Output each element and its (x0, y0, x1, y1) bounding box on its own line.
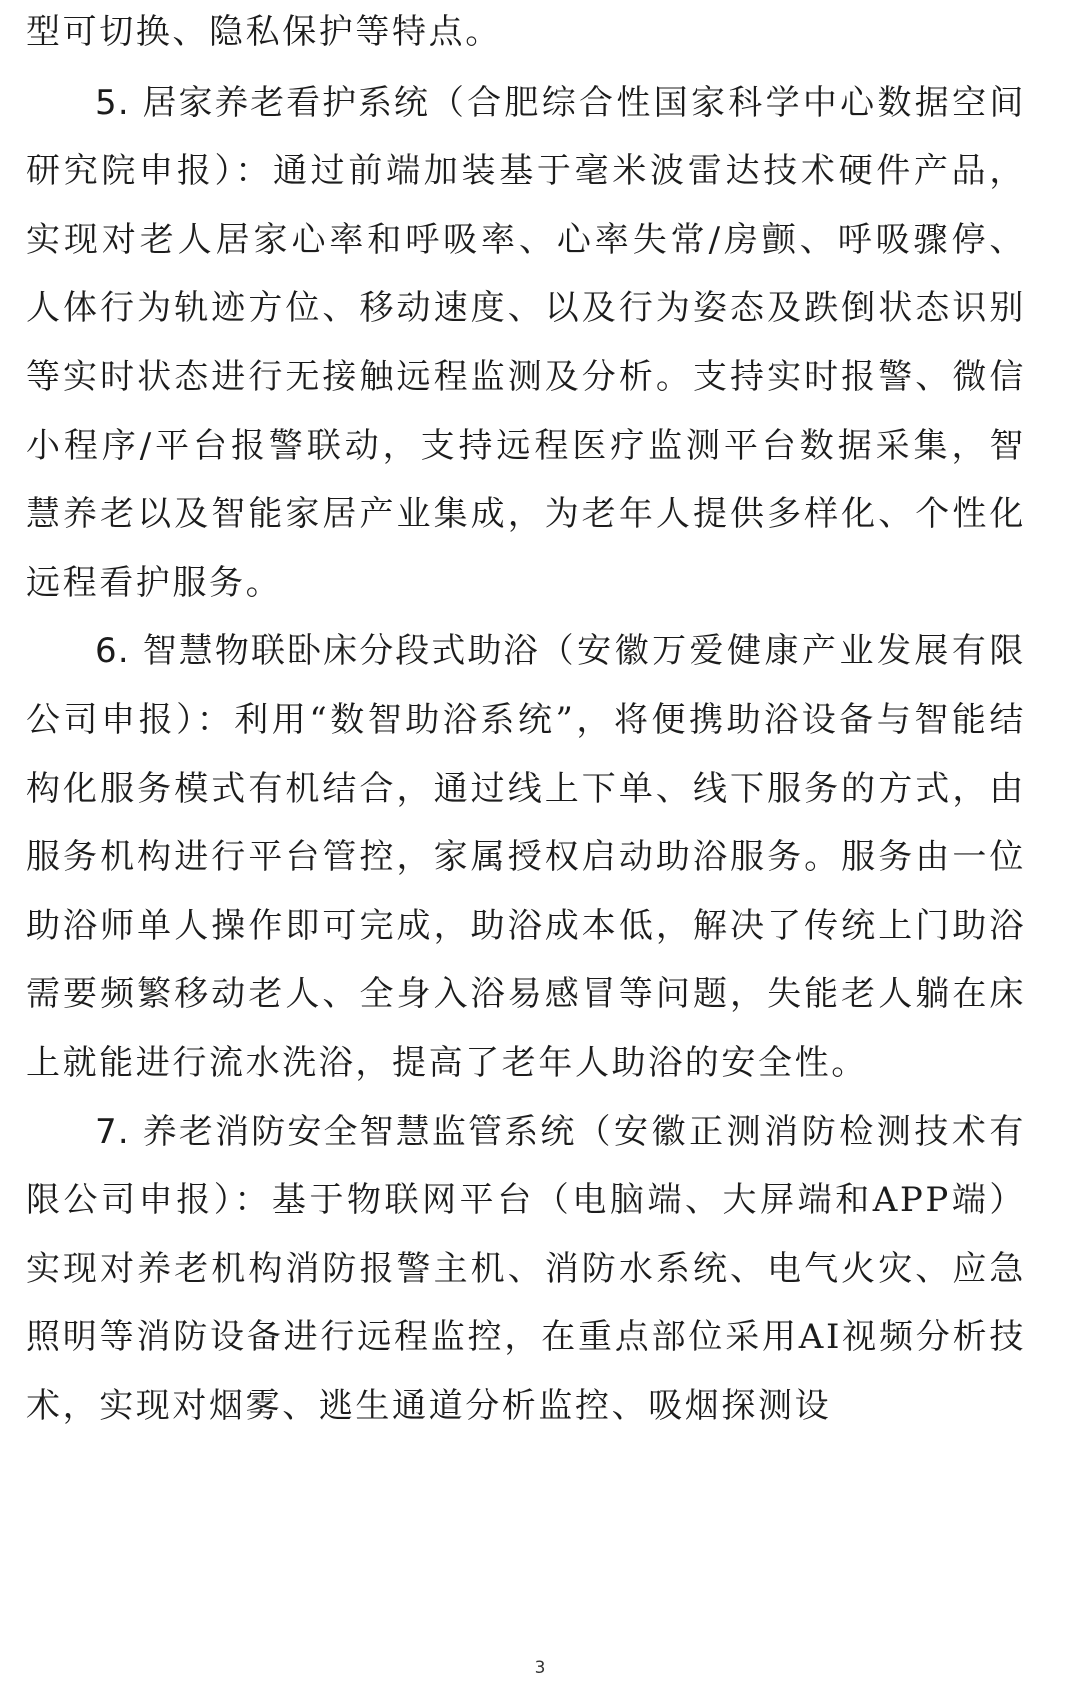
page-number: 3 (534, 1658, 546, 1678)
item-6-title: 6. 智慧物联卧床分段式助浴 (95, 631, 540, 672)
item-5-title: 5. 居家养老看护系统 (95, 82, 430, 123)
continuation-paragraph (26, 0, 1026, 67)
item-6-paragraph (26, 617, 1026, 1097)
item-7-title: 7. 养老消防安全智慧监管系统 (95, 1111, 577, 1152)
continuation-text: 型可切换、隐私保护等特点。 (26, 12, 502, 52)
item-6-body: （安徽万爱健康产业发展有限公司申报）：利用“数智助浴系统”，将便携助浴设备与智能结构化服务模式有机结合，通过线上下单、线下服务的方式，由服务机构进行平台管控，家属授权启动助浴服务。服务由一位助浴师单人操作即可完成，助浴成本低，解决了传统上门助浴需要频繁移动老人、全身入浴易感冒等问题，失能老人躺在床上就能进行流水洗浴，提高了老年人助浴的安全性。 (26, 631, 1026, 1083)
item-5-paragraph (26, 69, 1026, 618)
item-5-body: （合肥综合性国家科学中心数据空间研究院申报）：通过前端加装基于毫米波雷达技术硬件产品，实现对老人居家心率和呼吸率、心率失常/房颤、呼吸骤停、人体行为轨迹方位、移动速度、以及行为姿态及跌倒状态识别等实时状态进行无接触远程监测及分析。支持实时报警、微信小程序/平台报警联动，支持远程医疗监测平台数据采集，智慧养老以及智能家居产业集成，为老年人提供多样化、个性化远程看护服务。 (26, 82, 1026, 603)
item-7-paragraph (26, 1098, 1026, 1441)
document-page (26, 0, 1026, 1440)
item-7-body: （安徽正测消防检测技术有限公司申报）：基于物联网平台（电脑端、大屏端和APP端）实现对养老机构消防报警主机、消防水系统、电气火灾、应急照明等消防设备进行远程监控，在重点部位采用AI视频分析技术，实现对烟雾、逃生通道分析监控、吸烟探测设 (26, 1111, 1027, 1426)
